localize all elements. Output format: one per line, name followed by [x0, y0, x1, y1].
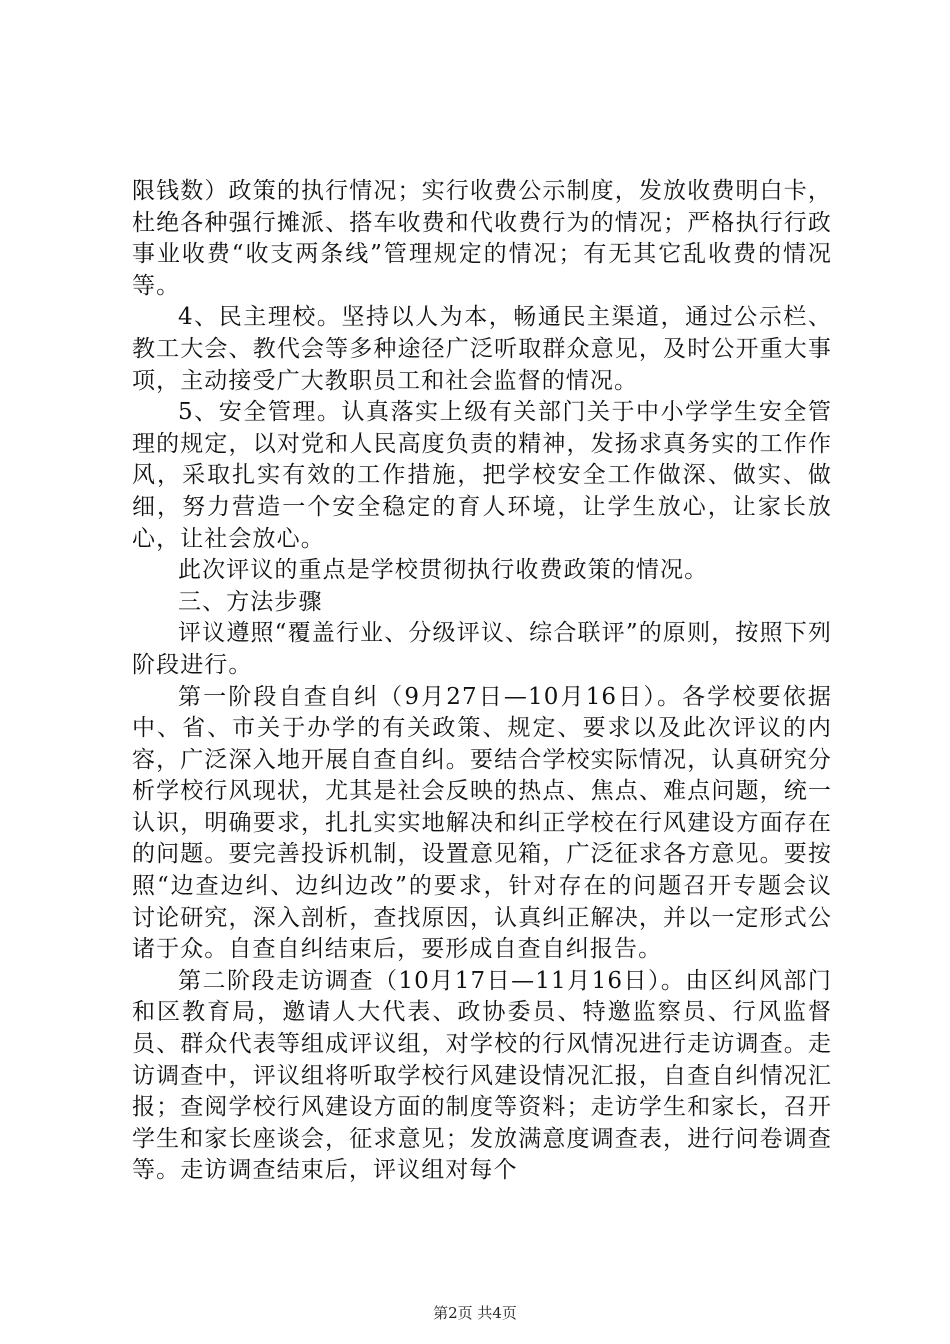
paragraph: 第二阶段走访调查（10月17日—11月16日）。由区纠风部门和区教育局，邀请人大代表、政协委员、特邀监察员、行风监督员、群众代表等组成评议组，对学校的行风情况进行走访调查。走访调查中，评议组将听取学校行风建设情况汇报，自查自纠情况汇报；查阅学校行风建设方面的制度等资料；走访学生和家长，召开学生和家长座谈会，征求意见；发放满意度调查表，进行问卷调查等。走访调查结束后，评议组对每个: [132, 967, 832, 1184]
paragraph: 4、民主理校。坚持以人为本，畅通民主渠道，通过公示栏、教工大会、教代会等多种途径广泛听取群众意见，及时公开重大事项，主动接受广大教职员工和社会监督的情况。: [132, 304, 832, 394]
paragraph: 限钱数）政策的执行情况；实行收费公示制度，发放收费明白卡，杜绝各种强行摊派、搭车收费和代收费行为的情况；严格执行行政事业收费“收支两条线”管理规定的情况；有无其它乱收费的情况等。: [132, 178, 832, 299]
paragraph: 5、安全管理。认真落实上级有关部门关于中小学学生安全管理的规定，以对党和人民高度负责的精神，发扬求真务实的工作作风，采取扎实有效的工作措施，把学校安全工作做深、做实、做细，努力营造一个安全稳定的育人环境，让学生放心，让家长放心，让社会放心。: [132, 399, 832, 552]
paragraph: 评议遵照“覆盖行业、分级评议、综合联评”的原则，按照下列阶段进行。: [132, 620, 832, 678]
page-number-footer: 第2页 共4页: [433, 1304, 517, 1322]
paragraph: 此次评议的重点是学校贯彻执行收费政策的情况。: [178, 557, 709, 584]
paragraph: 第一阶段自查自纠（9月27日—10月16日）。各学校要依据中、省、市关于办学的有关政策、规定、要求以及此次评议的内容，广泛深入地开展自查自纠。要结合学校实际情况，认真研究分析学校行风现状，尤其是社会反映的热点、焦点、难点问题，统一认识，明确要求，扎扎实实地解决和纠正学校在行风建设方面存在的问题。要完善投诉机制，设置意见箱，广泛征求各方意见。要按照“边查边纠、边纠边改”的要求，针对存在的问题召开专题会议讨论研究，深入剖析，查找原因，认真纠正解决，并以一定形式公诸于众。自查自纠结束后，要形成自查自纠报告。: [132, 683, 832, 963]
document-body: [132, 176, 832, 1187]
section-heading: 三、方法步骤: [178, 588, 323, 615]
